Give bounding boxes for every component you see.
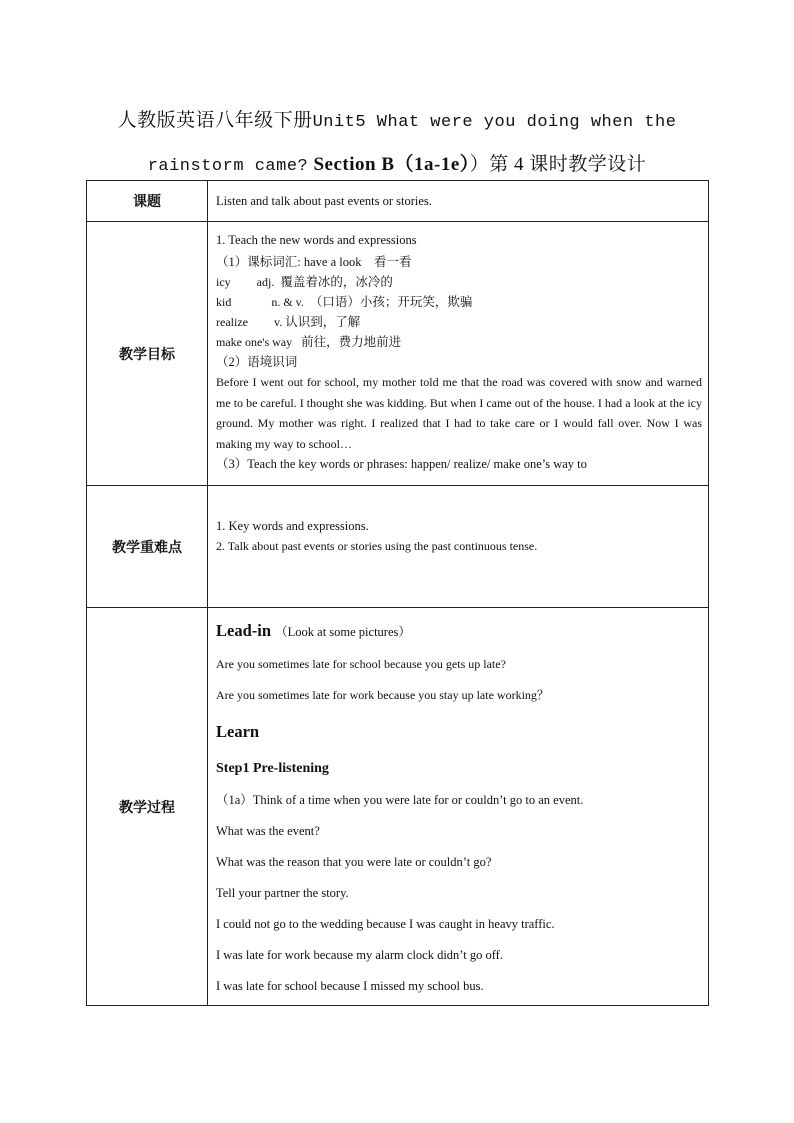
vocab-row-make-way: make one's way 前往，费力地前进 [216, 334, 402, 349]
leadin-question-2: Are you sometimes late for work because you stay up late working？ [216, 688, 549, 702]
example-2: I was late for work because my alarm clock didn’t go off. [216, 948, 503, 962]
row-process [87, 608, 709, 1006]
leadin-note: （Look at some pictures） [275, 625, 411, 639]
vocab-row-kid: kid n. & v. （口语）小孩；开玩笑，欺骗 [216, 294, 473, 309]
context-paragraph: Before I went out for school, my mother told me that the road was covered with snow and warned me to be careful. I thought she was kidding. But when I came out of the house. I had a look at the icy ground. My mother was right. I realized that I had to take care or I would fall over. Now I was making my way to school… [216, 375, 702, 451]
label-process: 教学过程 [87, 608, 208, 1006]
row-topic [87, 181, 709, 222]
step1-heading: Step1 Pre-listening [216, 761, 329, 776]
vocab-row-realize: realize v. 认识到，了解 [216, 314, 361, 329]
title-unit: Unit5 What were you doing when the [312, 113, 677, 132]
goals-item-1: 1. Teach the new words and expressions [216, 233, 417, 247]
topic-content [208, 181, 709, 222]
title-question: rainstorm came? [147, 157, 309, 176]
task-1a: （1a）Think of a time when you were late for or couldn’t go to an event. [216, 793, 584, 807]
leadin-heading: Lead-in （Look at some pictures） [216, 621, 411, 640]
goals-sub-2: （2）语境识词 [216, 355, 298, 369]
keypoints-content [208, 486, 709, 608]
row-goals [87, 222, 709, 486]
title-lesson: ）第 4 课时教学设计 [469, 154, 647, 175]
goals-sub-1: （1）课标词汇: have a look 看一看 [216, 255, 412, 269]
keypoint-1: 1. Key words and expressions. [216, 519, 369, 533]
vocab-row-icy: icy adj. 覆盖着冰的，冰冷的 [216, 274, 393, 289]
row-keypoints [87, 486, 709, 608]
question-reason: What was the reason that you were late or couldn’t go? [216, 855, 492, 869]
lesson-plan-table [86, 180, 709, 1006]
leadin-question-1: Are you sometimes late for school because you gets up late? [216, 657, 506, 671]
document-title [86, 100, 708, 188]
label-topic: 课题 [87, 181, 208, 222]
title-cn: 人教版英语八年级下册 [117, 110, 313, 131]
label-keypoints: 教学重难点 [87, 486, 208, 608]
topic-text: Listen and talk about past events or stories. [216, 194, 432, 208]
title-line-1 [86, 100, 708, 144]
process-content [208, 608, 709, 1006]
instruction-tell: Tell your partner the story. [216, 886, 349, 900]
keypoint-2: 2. Talk about past events or stories using the past continuous tense. [216, 539, 538, 553]
question-event: What was the event? [216, 824, 320, 838]
label-goals: 教学目标 [87, 222, 208, 486]
example-3: I was late for school because I missed my school bus. [216, 979, 484, 993]
goals-content [208, 222, 709, 486]
learn-heading: Learn [216, 722, 260, 741]
example-1: I could not go to the wedding because I was caught in heavy traffic. [216, 917, 555, 931]
goals-sub-3: （3）Teach the key words or phrases: happen/ realize/ make one’s way to [216, 457, 587, 471]
title-section: Section B（1a-1e） [313, 154, 470, 175]
